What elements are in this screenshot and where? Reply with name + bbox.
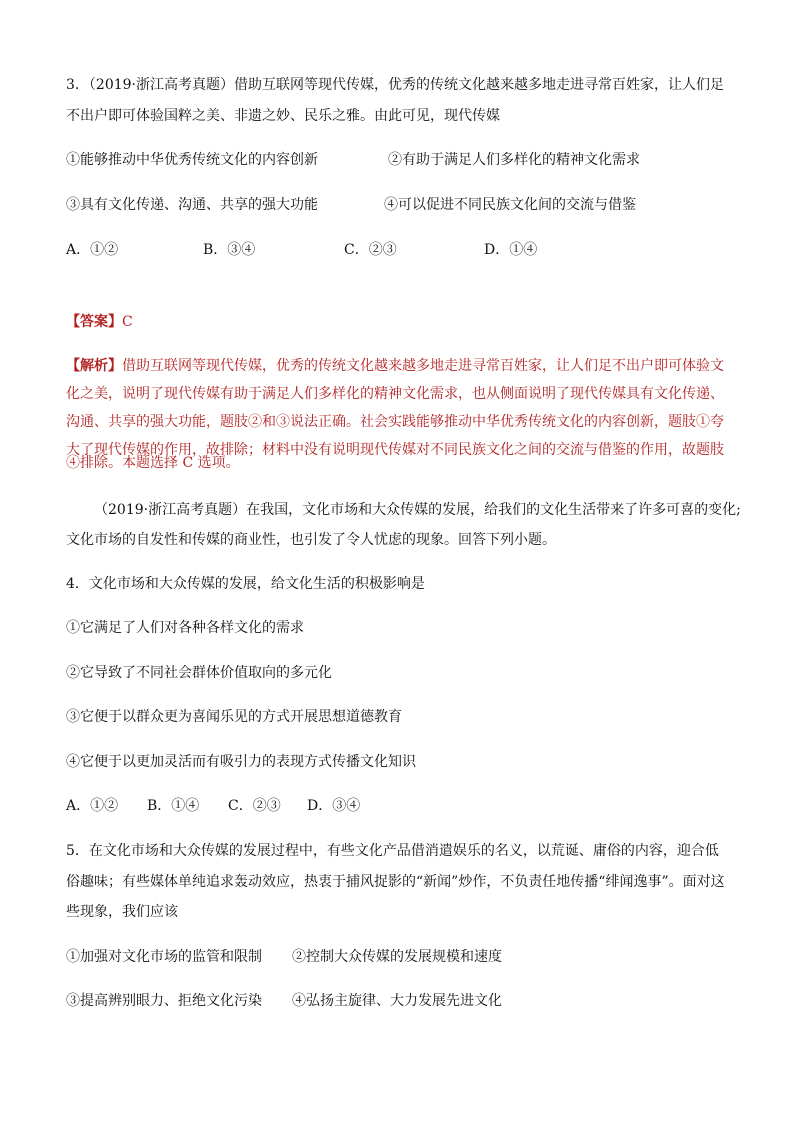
- analysis-label: 【解析】: [66, 358, 122, 374]
- q4-option-2: ②它导致了不同社会群体价值取向的多元化: [66, 665, 332, 681]
- q5-option-1: ①加强对文化市场的监管和限制: [66, 949, 262, 965]
- q3-analysis-line-3: 沟通、共享的强大功能，题肢②和③说法正确。社会实践能够推动中华优秀传统文化的内容创新，题肢①夸: [66, 414, 724, 430]
- q3-analysis-line-4: 大了现代传媒的作用，故排除；材料中没有说明现代传媒对不同民族文化之间的交流与借鉴的作用，故题肢: [66, 442, 724, 458]
- q3-option-2: ②有助于满足人们多样化的精神文化需求: [388, 152, 640, 168]
- q3-choice-d: D．①④: [484, 242, 538, 258]
- q4-choice-b: B．①④: [147, 798, 200, 814]
- q3-choice-a: A．①②: [66, 242, 119, 258]
- q3-stem-line-1: 3．（2019·浙江高考真题）借助互联网等现代传媒，优秀的传统文化越来越多地走进寻常百姓家，让人们足: [66, 77, 724, 93]
- q3-choice-c: C．②③: [344, 242, 397, 258]
- q4-option-1: ①它满足了人们对各种各样文化的需求: [66, 620, 304, 636]
- q5-option-4: ④弘扬主旋律、大力发展先进文化: [292, 993, 502, 1009]
- q3-choice-b: B．③④: [203, 242, 256, 258]
- q4-choice-d: D．③④: [307, 798, 361, 814]
- q3-analysis-line-5: ④排除。本题选择 C 选项。: [66, 455, 240, 471]
- intro-line-1: （2019·浙江高考真题）在我国，文化市场和大众传媒的发展，给我们的文化生活带来了许多可喜的变化;: [94, 502, 741, 518]
- q4-option-4: ④它便于以更加灵活而有吸引力的表现方式传播文化知识: [66, 754, 416, 770]
- q3-answer: [66, 312, 133, 332]
- answer-value: C: [122, 314, 133, 330]
- q4-choice-a: A．①②: [66, 798, 119, 814]
- q3-stem-line-2: 不出户即可体验国粹之美、非遗之妙、民乐之雅。由此可见，现代传媒: [66, 108, 500, 124]
- q4-option-3: ③它便于以群众更为喜闻乐见的方式开展思想道德教育: [66, 709, 402, 725]
- q3-option-1: ①能够推动中华优秀传统文化的内容创新: [66, 152, 318, 168]
- q3-option-3: ③具有文化传递、沟通、共享的强大功能: [66, 197, 318, 213]
- q3-option-4: ④可以促进不同民族文化间的交流与借鉴: [384, 197, 636, 213]
- q5-option-3: ③提高辨别眼力、拒绝文化污染: [66, 993, 262, 1009]
- q4-choice-c: C．②③: [228, 798, 281, 814]
- q5-stem-line-3: 些现象，我们应该: [66, 904, 178, 920]
- q5-option-2: ②控制大众传媒的发展规模和速度: [292, 949, 502, 965]
- q5-stem-line-1: 5．在文化市场和大众传媒的发展过程中，有些文化产品借消遣娱乐的名义，以荒诞、庸俗的内容，迎合低: [66, 843, 719, 859]
- intro-line-2: 文化市场的自发性和传媒的商业性，也引发了令人忧虑的现象。回答下列小题。: [66, 532, 556, 548]
- q4-stem: 4．文化市场和大众传媒的发展，给文化生活的积极影响是: [66, 576, 425, 592]
- q5-stem-line-2: 俗趣味；有些媒体单纯追求轰动效应，热衷于捕风捉影的“新闻”炒作，不负责任地传播“绯闻逸事”。面对这: [66, 874, 725, 890]
- analysis-text-1: 借助互联网等现代传媒，优秀的传统文化越来越多地走进寻常百姓家，让人们足不出户即可体验文: [122, 358, 724, 374]
- answer-label: 【答案】: [66, 314, 122, 330]
- q3-analysis-line-2: 化之美，说明了现代传媒有助于满足人们多样化的精神文化需求，也从侧面说明了现代传媒具有文化传递、: [66, 386, 724, 402]
- q3-analysis-line-1: [66, 356, 724, 376]
